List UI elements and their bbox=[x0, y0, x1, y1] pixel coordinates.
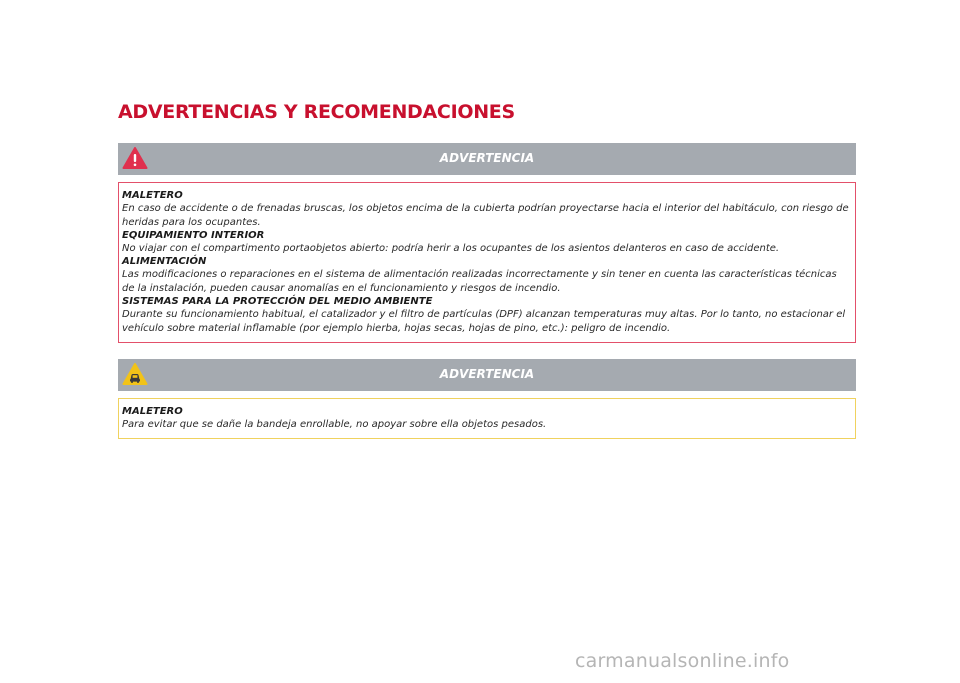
section-text: En caso de accidente o de frenadas bruscas, los objetos encima de la cubierta podrían proyectarse hacia el interior del habitáculo, con riesgo de heridas para los ocupantes. bbox=[122, 203, 849, 228]
section-heading: EQUIPAMIENTO INTERIOR bbox=[122, 230, 265, 241]
warning-box bbox=[118, 398, 856, 439]
section-text: Para evitar que se dañe la bandeja enrollable, no apoyar sobre ella objetos pesados. bbox=[122, 419, 547, 430]
warning-header bbox=[118, 143, 856, 175]
page-title: ADVERTENCIAS Y RECOMENDACIONES bbox=[118, 101, 515, 123]
section-heading: MALETERO bbox=[122, 406, 183, 417]
warning-box bbox=[118, 182, 856, 343]
section-heading: SISTEMAS PARA LA PROTECCIÓN DEL MEDIO AMBIENTE bbox=[122, 296, 433, 307]
warning-label: ADVERTENCIA bbox=[439, 151, 535, 165]
section-heading: ALIMENTACIÓN bbox=[122, 256, 207, 267]
section-text: Durante su funcionamiento habitual, el catalizador y el filtro de partículas (DPF) alcanzan temperaturas muy altas. Por lo tanto, no estacionar el vehículo sobre material inflamable (por ejemplo hierba, hojas secas, hojas de pino, etc.): peligro de incendio. bbox=[122, 309, 846, 334]
section-text: No viajar con el compartimento portaobjetos abierto: podría herir a los ocupantes de los asientos delanteros en caso de accidente. bbox=[122, 243, 780, 254]
watermark: carmanualsonline.info bbox=[575, 650, 790, 672]
warning-label: ADVERTENCIA bbox=[439, 367, 535, 381]
warning-header bbox=[118, 359, 856, 391]
section-heading: MALETERO bbox=[122, 190, 183, 201]
section-text: Las modificaciones o reparaciones en el sistema de alimentación realizadas incorrectamente y sin tener en cuenta las características técnicas de la instalación, pueden causar anomalías en el funcionamiento y riesgos de incendio. bbox=[122, 269, 837, 294]
